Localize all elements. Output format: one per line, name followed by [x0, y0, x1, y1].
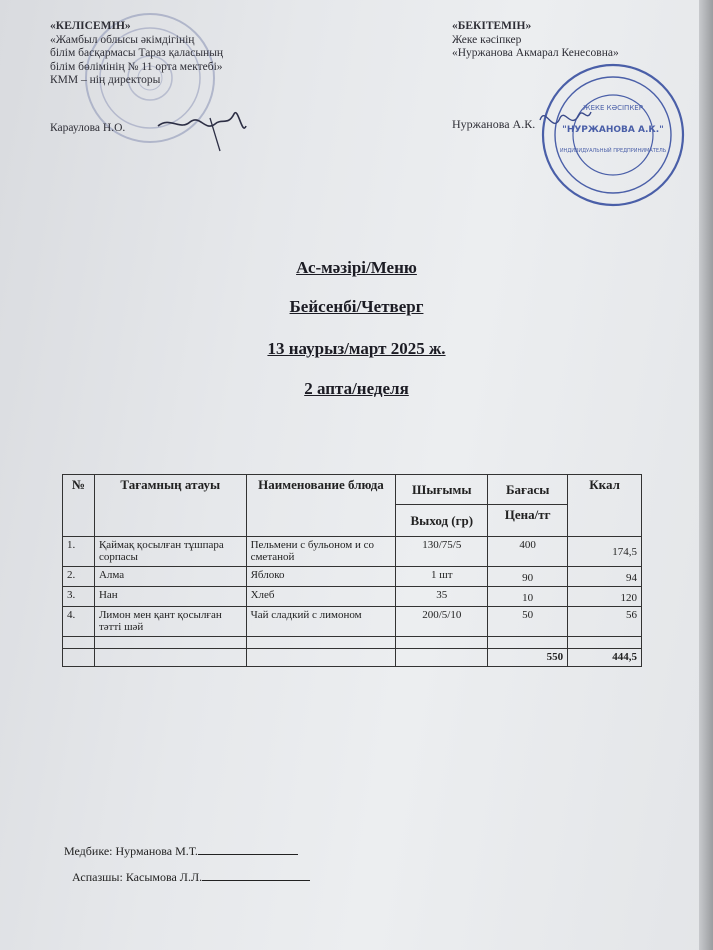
approver-signature [535, 100, 595, 140]
header-name-kz: Тағамның атауы [94, 475, 246, 537]
row-name-kz: Қаймақ қосылған тұшпара сорпасы [94, 537, 246, 567]
total-price: 550 [488, 649, 568, 667]
row-kcal: 174,5 [568, 537, 642, 567]
row-no: 4. [63, 607, 95, 637]
row-price: 90 [488, 567, 568, 587]
page-edge [699, 0, 713, 950]
nurse-signature-line [198, 854, 298, 855]
cook-line [72, 870, 310, 885]
cook-signature-line [202, 880, 310, 881]
row-no: 3. [63, 587, 95, 607]
nurse-label: Медбике: Нурманова М.Т. [64, 844, 198, 858]
agreement-title: «КЕЛІСЕМІН» [50, 20, 131, 32]
table-row [63, 607, 642, 637]
director-name: Караулова Н.О. [50, 122, 126, 134]
row-name-ru: Яблоко [246, 567, 396, 587]
menu-table [62, 474, 642, 667]
row-price: 400 [488, 537, 568, 567]
row-name-kz: Алма [94, 567, 246, 587]
header-price-kz: Бағасы [488, 475, 568, 505]
approval-title: «БЕКІТЕМІН» [452, 20, 532, 32]
header-no: № [63, 475, 95, 537]
table-row [63, 567, 642, 587]
director-signature [150, 96, 260, 156]
approval-block [452, 20, 619, 61]
approval-line: «Нуржанова Акмарал Кенесовна» [452, 47, 619, 59]
svg-text:ЖЕКЕ КӘСІПКЕР: ЖЕКЕ КӘСІПКЕР [583, 104, 643, 112]
row-no: 2. [63, 567, 95, 587]
row-price: 50 [488, 607, 568, 637]
header-output-kz: Шығымы [396, 475, 488, 505]
row-no: 1. [63, 537, 95, 567]
row-kcal: 56 [568, 607, 642, 637]
date-title: 13 наурыз/март 2025 ж. [267, 339, 446, 358]
agreement-line: білім басқармасы Тараз қаласының [50, 47, 224, 59]
nurse-line [64, 844, 298, 859]
day-title: Бейсенбі/Четверг [289, 297, 424, 316]
table-spacer-row [63, 637, 642, 649]
agreement-line: КММ – нің директоры [50, 74, 161, 86]
agreement-block [50, 20, 223, 88]
row-kcal: 94 [568, 567, 642, 587]
total-kcal: 444,5 [568, 649, 642, 667]
header-price-ru: Цена/тг [488, 505, 568, 537]
row-name-kz: Лимон мен қант қосылған тәтті шәй [94, 607, 246, 637]
row-output: 130/75/5 [396, 537, 488, 567]
row-name-ru: Пельмени с бульоном и со сметаной [246, 537, 396, 567]
menu-title: Ас-мәзірі/Меню [296, 258, 417, 277]
svg-text:ИНДИВИДУАЛЬНЫЙ ПРЕДПРИНИМАТЕЛЬ: ИНДИВИДУАЛЬНЫЙ ПРЕДПРИНИМАТЕЛЬ [559, 148, 667, 154]
row-name-kz: Нан [94, 587, 246, 607]
approval-line: Жеке кәсіпкер [452, 33, 522, 46]
header-output-ru: Выход (гр) [396, 505, 488, 537]
header-kcal: Ккал [568, 475, 642, 537]
row-output: 35 [396, 587, 488, 607]
row-kcal: 120 [568, 587, 642, 607]
table-header-row [63, 475, 642, 505]
table-row [63, 587, 642, 607]
table-row [63, 537, 642, 567]
row-output: 1 шт [396, 567, 488, 587]
row-price: 10 [488, 587, 568, 607]
row-name-ru: Хлеб [246, 587, 396, 607]
cook-label: Аспазшы: Касымова Л.Л. [72, 870, 203, 884]
agreement-line: білім бөлімінің № 11 орта мектебі» [50, 60, 223, 73]
header-name-ru: Наименование блюда [246, 475, 396, 537]
row-output: 200/5/10 [396, 607, 488, 637]
week-title: 2 апта/неделя [304, 379, 409, 398]
table-total-row [63, 649, 642, 667]
agreement-line: «Жамбыл облысы әкімдігінің [50, 33, 195, 46]
approver-name: Нуржанова А.К. [452, 117, 536, 131]
svg-text:"НУРЖАНОВА А.К.": "НУРЖАНОВА А.К." [562, 125, 664, 135]
row-name-ru: Чай сладкий с лимоном [246, 607, 396, 637]
